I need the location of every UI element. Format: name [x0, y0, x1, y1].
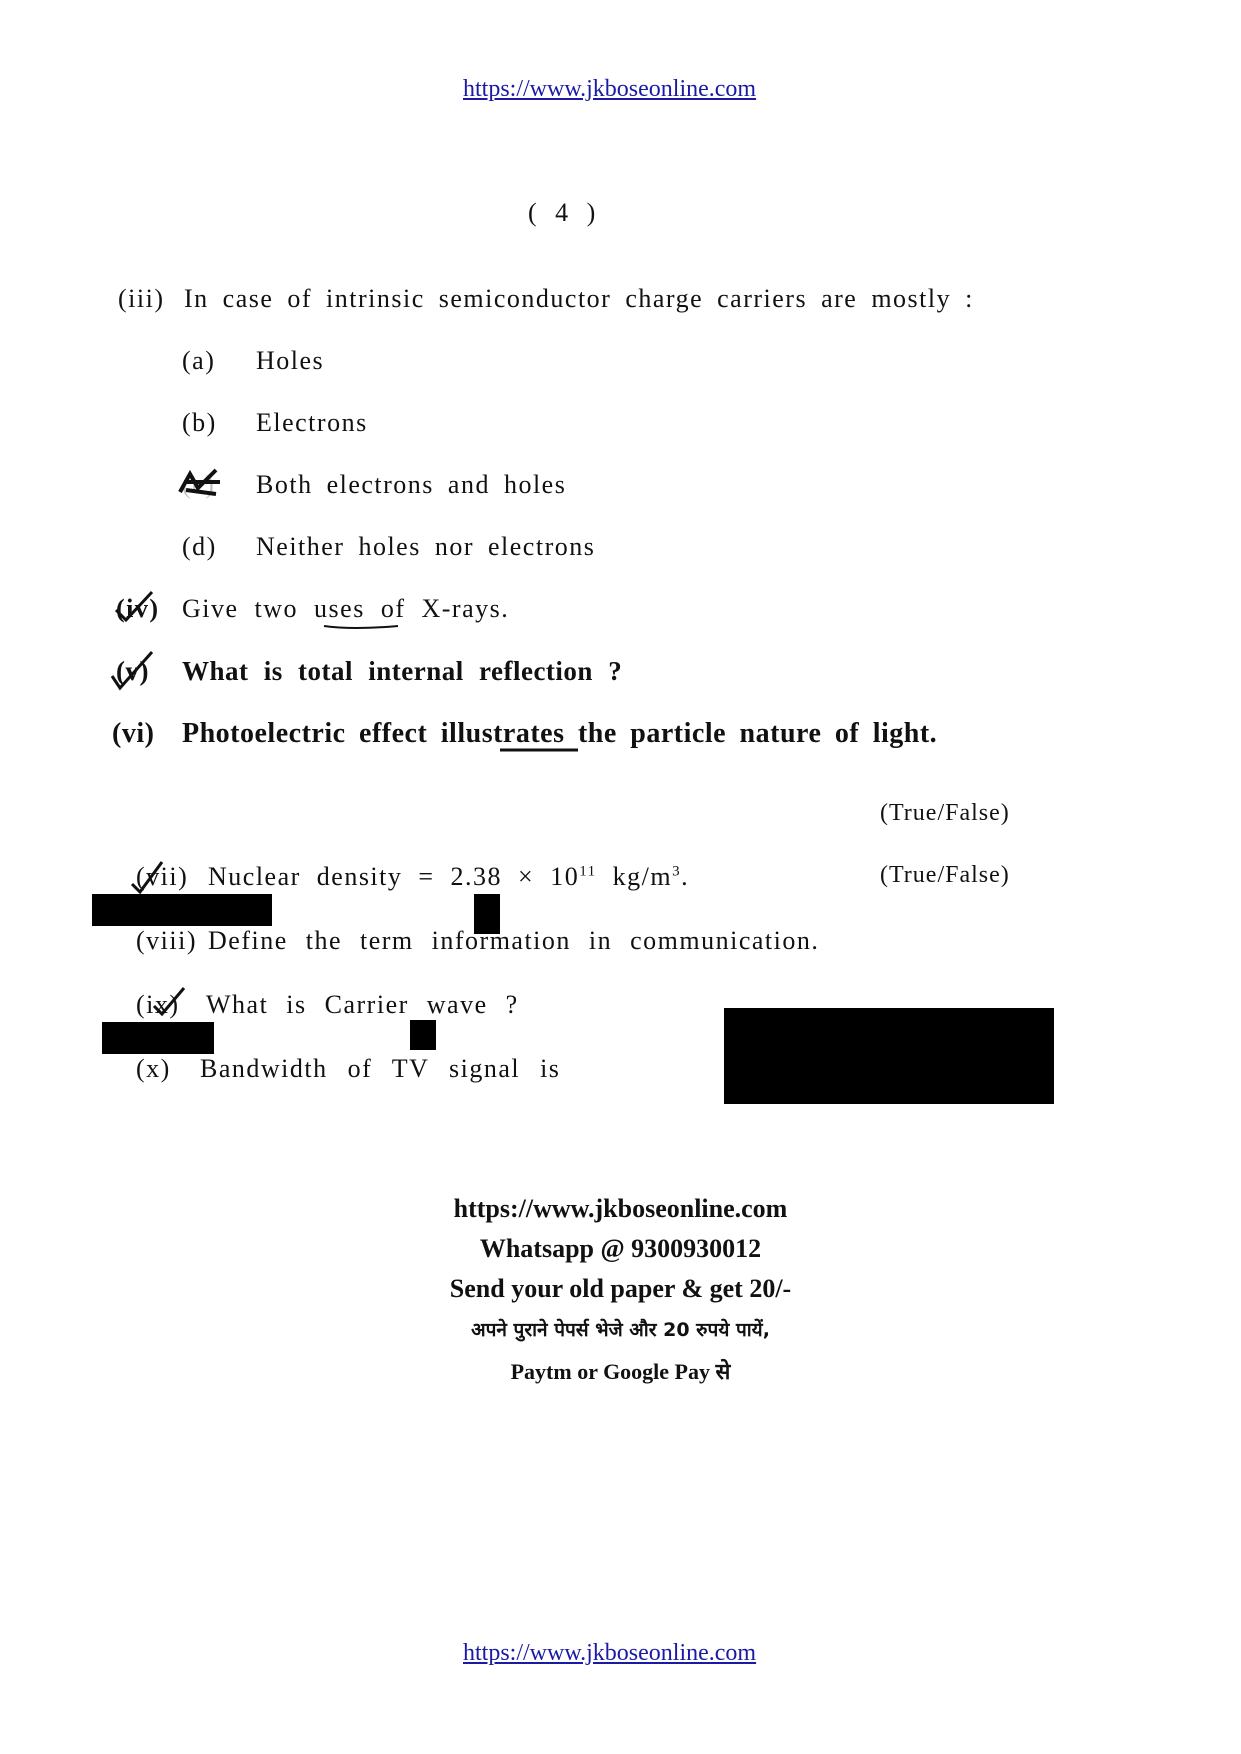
- question-ix-tick-mark: [150, 984, 190, 1018]
- question-vii-true-false: (True/False): [880, 862, 1010, 888]
- footer-payment: Paytm or Google Pay से: [510, 1359, 731, 1384]
- question-v-text: What is total internal reflection ?: [182, 656, 623, 686]
- question-iv-tick-mark: [112, 588, 156, 624]
- question-v-number: (v): [116, 656, 149, 686]
- question-vii-text-main: Nuclear density = 2.38 × 10: [208, 862, 580, 891]
- question-iii-text: In case of intrinsic semiconductor charge carriers are mostly :: [184, 284, 974, 313]
- question-vi-true-false: (True/False): [880, 800, 1010, 826]
- footer-url: https://www.jkboseonline.com: [453, 1194, 788, 1223]
- question-vii-period: .: [681, 862, 690, 891]
- question-vi-number: (vi): [112, 718, 155, 749]
- option-a-text: Holes: [256, 346, 325, 375]
- redaction-block: [410, 1020, 436, 1050]
- question-iv-text: Give two uses of X-rays.: [182, 594, 510, 623]
- redaction-block: [92, 894, 272, 926]
- question-v-tick-mark: [108, 648, 158, 694]
- question-vi-underline: [498, 744, 584, 758]
- footer-hindi-text: अपने पुराने पेपर्स भेजे और 20 रुपये पायें,: [471, 1319, 770, 1341]
- footer-offer: Send your old paper & get 20/-: [449, 1274, 792, 1303]
- bottom-link[interactable]: https://www.jkboseonline.com: [463, 1640, 757, 1666]
- option-c-text: Both electrons and holes: [256, 470, 567, 499]
- option-c-label: (c): [182, 470, 216, 499]
- question-iv-number: (iv): [116, 594, 160, 623]
- footer-whatsapp: Whatsapp @ 9300930012: [479, 1234, 762, 1263]
- option-c-tick-mark: [176, 466, 226, 500]
- question-vi-text: Photoelectric effect illustrates the particle nature of light.: [182, 718, 938, 749]
- question-viii-number: (viii): [136, 926, 197, 955]
- question-vii-tick-mark: [128, 858, 168, 894]
- redaction-block: [102, 1022, 214, 1054]
- question-vii-unit: kg/m: [596, 862, 673, 891]
- option-d-label: (d): [182, 532, 217, 561]
- page-number: ( 4 ): [528, 198, 602, 227]
- question-iii-number: (iii): [118, 284, 165, 313]
- header-link[interactable]: https://www.jkboseonline.com: [463, 76, 757, 102]
- question-vii-number: (vii): [136, 862, 189, 891]
- question-ix-number: (ix): [136, 990, 180, 1019]
- redaction-block: [724, 1008, 1054, 1104]
- option-d-text: Neither holes nor electrons: [256, 532, 596, 561]
- question-x-number: (x): [136, 1054, 171, 1083]
- question-vii-exponent-2: 3: [672, 863, 682, 880]
- question-viii-text: Define the term information in communication.: [208, 926, 820, 955]
- option-a-label: (a): [182, 346, 216, 375]
- question-ix-text: What is Carrier wave ?: [206, 990, 519, 1019]
- question-vii-exponent-1: 11: [579, 863, 597, 880]
- option-b-label: (b): [182, 408, 217, 437]
- question-x-text: Bandwidth of TV signal is: [200, 1054, 561, 1083]
- option-b-text: Electrons: [256, 408, 368, 437]
- question-iv-underline: [322, 620, 402, 632]
- question-vii-text: [208, 862, 689, 892]
